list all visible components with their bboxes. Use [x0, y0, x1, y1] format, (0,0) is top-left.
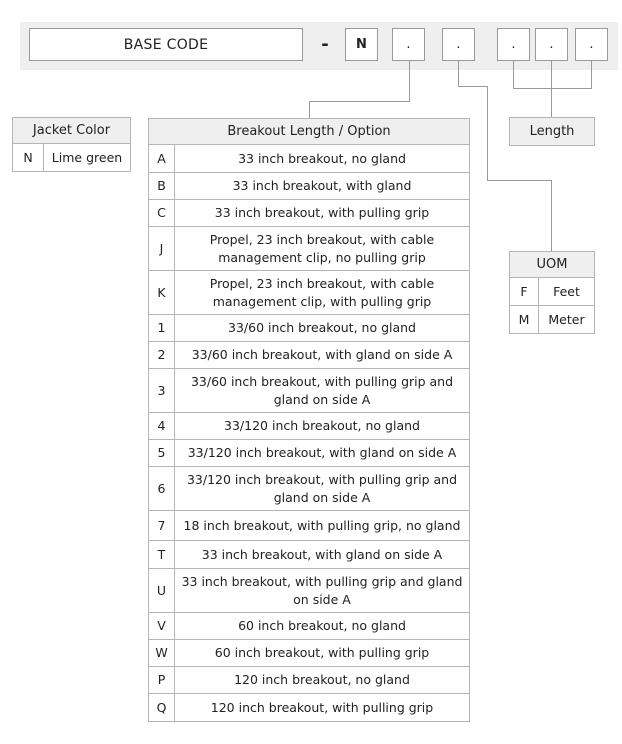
- breakout-code-cell: U: [148, 568, 175, 613]
- breakout-code-cell: C: [148, 199, 175, 227]
- breakout-desc-cell: Propel, 23 inch breakout, with cable management clip, no pulling grip: [174, 226, 470, 271]
- uom-header: UOM: [509, 251, 595, 278]
- breakout-desc-cell: 33 inch breakout, with pulling grip and gland on side A: [174, 568, 470, 613]
- connector-uom: [458, 61, 459, 87]
- breakout-desc-cell: 18 inch breakout, with pulling grip, no gland: [174, 510, 470, 541]
- connector-length: [513, 61, 514, 89]
- connector-uom: [551, 180, 552, 251]
- connector-length: [591, 61, 592, 89]
- breakout-desc-cell: 60 inch breakout, no gland: [174, 612, 470, 640]
- breakout-code-cell: Q: [148, 693, 175, 722]
- breakout-code-cell: 1: [148, 314, 175, 342]
- breakout-desc-cell: 33/120 inch breakout, with pulling grip and gland on side A: [174, 466, 470, 511]
- breakout-desc-cell: 33/120 inch breakout, no gland: [174, 412, 470, 440]
- breakout-code-cell: V: [148, 612, 175, 640]
- breakout-code-cell: 3: [148, 368, 175, 413]
- breakout-code-cell: 6: [148, 466, 175, 511]
- breakout-header: Breakout Length / Option: [148, 118, 470, 145]
- breakout-desc-cell: Propel, 23 inch breakout, with cable management clip, with pulling grip: [174, 270, 470, 315]
- connector-uom: [487, 86, 488, 181]
- base-code-box: BASE CODE: [29, 28, 303, 61]
- uom-desc-cell: Meter: [538, 305, 595, 334]
- breakout-desc-cell: 33 inch breakout, with pulling grip: [174, 199, 470, 227]
- connector-breakout: [309, 101, 410, 102]
- uom-desc-cell: Feet: [538, 277, 595, 306]
- jacket-code-cell: N: [12, 143, 44, 172]
- breakout-code-cell: 2: [148, 341, 175, 369]
- jacket-desc-cell: Lime green: [43, 143, 131, 172]
- breakout-code-cell: W: [148, 639, 175, 667]
- code-slot-length-3: .: [575, 28, 608, 61]
- breakout-desc-cell: 120 inch breakout, with pulling grip: [174, 693, 470, 722]
- breakout-code-cell: P: [148, 666, 175, 694]
- breakout-desc-cell: 33/60 inch breakout, with gland on side A: [174, 341, 470, 369]
- breakout-code-cell: J: [148, 226, 175, 271]
- length-header: Length: [509, 117, 595, 146]
- breakout-code-cell: B: [148, 172, 175, 200]
- connector-length: [551, 61, 552, 118]
- connector-breakout: [309, 101, 310, 118]
- breakout-desc-cell: 33 inch breakout, no gland: [174, 144, 470, 173]
- breakout-desc-cell: 33/60 inch breakout, with pulling grip and gland on side A: [174, 368, 470, 413]
- breakout-code-cell: K: [148, 270, 175, 315]
- connector-breakout: [409, 61, 410, 102]
- breakout-desc-cell: 33 inch breakout, with gland: [174, 172, 470, 200]
- connector-uom: [487, 180, 551, 181]
- breakout-code-cell: 7: [148, 510, 175, 541]
- breakout-desc-cell: 33/60 inch breakout, no gland: [174, 314, 470, 342]
- connector-length: [513, 88, 592, 89]
- breakout-code-cell: A: [148, 144, 175, 173]
- breakout-desc-cell: 60 inch breakout, with pulling grip: [174, 639, 470, 667]
- breakout-code-cell: 4: [148, 412, 175, 440]
- breakout-desc-cell: 33 inch breakout, with gland on side A: [174, 540, 470, 569]
- code-slot-jacket: N: [345, 28, 378, 61]
- breakout-code-cell: 5: [148, 439, 175, 467]
- breakout-desc-cell: 33/120 inch breakout, with gland on side A: [174, 439, 470, 467]
- connector-uom: [458, 86, 488, 87]
- uom-code-cell: M: [509, 305, 539, 334]
- code-slot-length-2: .: [535, 28, 568, 61]
- jacket-color-header: Jacket Color: [12, 117, 131, 144]
- code-dash: -: [321, 33, 329, 55]
- code-slot-breakout: .: [392, 28, 425, 61]
- code-slot-uom: .: [442, 28, 475, 61]
- code-slot-length-1: .: [497, 28, 530, 61]
- breakout-code-cell: T: [148, 540, 175, 569]
- uom-code-cell: F: [509, 277, 539, 306]
- breakout-desc-cell: 120 inch breakout, no gland: [174, 666, 470, 694]
